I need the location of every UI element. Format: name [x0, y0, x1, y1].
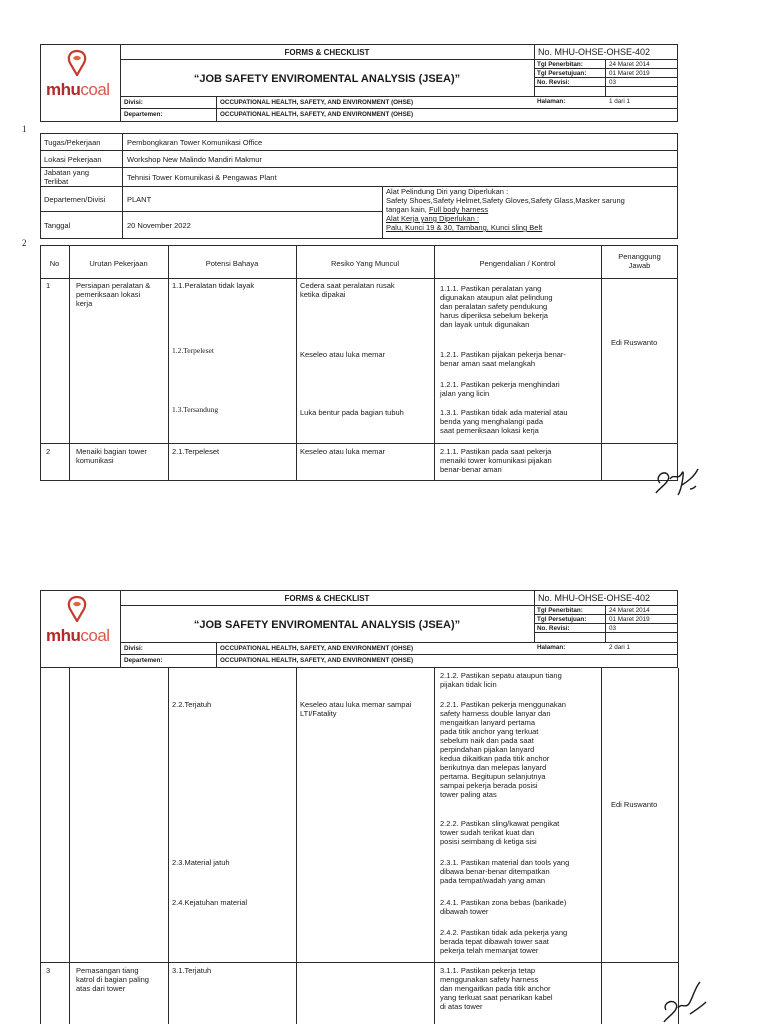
- apd-title: Alat Pelindung Diri yang Diperlukan :: [386, 187, 509, 196]
- divisi-value: OCCUPATIONAL HEALTH, SAFETY, AND ENVIRONMENT (OHSE): [220, 645, 414, 652]
- signature-page-2: [660, 980, 710, 1024]
- col-header-penanggung-jawab: Penanggung Jawab: [618, 252, 661, 270]
- row-3-no: 3: [46, 966, 51, 975]
- row-1-resiko-2: Keseleo atau luka memar: [300, 350, 386, 359]
- row-1-kontrol-1: 1.1.1. Pastikan peralatan yang digunakan ataupun alat pelindung dan peralatan safety pendukung harus diperiksa sebelum bekerja dan layak untuk digunakan: [440, 284, 553, 329]
- tgl-persetujuan-value: 01 Maret 2019: [609, 616, 650, 623]
- halaman-label: Halaman:: [537, 644, 566, 651]
- row-1-penanggung-jawab: Edi Ruswanto: [611, 338, 658, 347]
- form-type: FORMS & CHECKLIST: [284, 594, 370, 603]
- revisi-label: No. Revisi:: [537, 79, 570, 86]
- departemen-value: OCCUPATIONAL HEALTH, SAFETY, AND ENVIRONMENT (OHSE): [220, 657, 414, 664]
- col-header-resiko: Resiko Yang Muncul: [330, 259, 400, 268]
- row-2-potensi-1: 2.1.Terpeleset: [172, 447, 220, 456]
- doc-number: No. MHU-OHSE-OHSE-402: [538, 47, 651, 57]
- signature-page-1: [652, 455, 702, 500]
- form-type: FORMS & CHECKLIST: [284, 48, 370, 57]
- kontrol-2-4-1: 2.4.1. Pastikan zona bebas (barikade) dibawah tower: [440, 898, 567, 916]
- row-2-kontrol-1: 2.1.1. Pastikan pada saat pekerja menaiki tower komunikasi pijakan benar-benar aman: [440, 447, 552, 474]
- row-3-potensi-1: 3.1.Terjatuh: [172, 966, 212, 975]
- potensi-2-3: 2.3.Material jatuh: [172, 858, 230, 867]
- logo-wordmark: mhucoal: [46, 80, 110, 99]
- form-title: “JOB SAFETY ENVIROMENTAL ANALYSIS (JSEA)”: [193, 619, 461, 631]
- row-1-potensi-1: 1.1.Peralatan tidak layak: [172, 281, 255, 290]
- penanggung-jawab-page-2: Edi Ruswanto: [611, 800, 658, 809]
- potensi-2-2: 2.2.Terjatuh: [172, 700, 212, 709]
- jabatan-label: Jabatan yang Terlibat: [44, 168, 90, 186]
- col-header-urutan: Urutan Pekerjaan: [89, 259, 148, 268]
- departemen-label: Departemen:: [124, 657, 163, 664]
- tgl-penerbitan-label: Tgl Penerbitan:: [537, 607, 583, 614]
- departemen-divisi-label: Departemen/Divisi: [44, 195, 106, 204]
- kontrol-2-2-1: 2.2.1. Pastikan pekerja menggunakan safety harness double lanyar dan mengaitkan lanyard pertama pada titik anchor yang terkuat sebelum naik dan pada saat perpindahan pijakan lanyard kedua dikaitkan pada titik anchor berikutnya dan melepas lanyard pertama. Begitupun selanjutnya sampai pekerja berada posisi tower paling atas: [440, 700, 566, 799]
- kontrol-2-1-2: 2.1.2. Pastikan sepatu ataupun tiang pijakan tidak licin: [440, 671, 562, 689]
- halaman-value: 1 dari 1: [609, 98, 631, 105]
- row-1-potensi-3: 1.3.Tersandung: [172, 405, 219, 414]
- tugas-value: Pembongkaran Tower Komunikasi Office: [127, 138, 263, 147]
- row-2-no: 2: [46, 447, 51, 456]
- revisi-value: 03: [609, 625, 617, 632]
- alat-kerja-value: Palu, Kunci 19 & 30, Tambang, Kunci sling Belt: [386, 223, 543, 232]
- departemen-divisi-value: PLANT: [127, 195, 152, 204]
- row-1-resiko-3: Luka bentur pada bagian tubuh: [300, 408, 404, 417]
- tgl-persetujuan-label: Tgl Persetujuan:: [537, 70, 587, 77]
- logo-wordmark: mhucoal: [46, 626, 110, 645]
- divisi-value: OCCUPATIONAL HEALTH, SAFETY, AND ENVIRONMENT (OHSE): [220, 99, 414, 106]
- page-mark-1: 1: [22, 124, 27, 134]
- apd-value-cont: tangan kain, Full body harness: [386, 205, 489, 214]
- apd-value: Safety Shoes,Safety Helmet,Safety Gloves,Safety Glass,Masker sarung: [386, 196, 625, 205]
- kontrol-2-3-1: 2.3.1. Pastikan material dan tools yang dibawa benar-benar ditempatkan pada tempat/wadah yang aman: [440, 858, 570, 885]
- row-1-urutan: Persiapan peralatan & pemeriksaan lokasi kerja: [76, 281, 151, 308]
- mhucoal-logo-icon: [66, 596, 88, 622]
- lokasi-label: Lokasi Pekerjaan: [44, 155, 102, 164]
- departemen-value: OCCUPATIONAL HEALTH, SAFETY, AND ENVIRONMENT (OHSE): [220, 111, 414, 118]
- row-2-resiko-1: Keseleo atau luka memar: [300, 447, 386, 456]
- tgl-penerbitan-value: 24 Maret 2014: [609, 607, 650, 614]
- row-3-kontrol-1: 3.1.1. Pastikan pekerja tetap menggunakan safety harness dan mengaitkan pada titik anchor yang terkuat saat penarikan kabel di atas tower: [440, 966, 553, 1011]
- halaman-value: 2 dari 1: [609, 644, 631, 651]
- divisi-label: Divisi:: [124, 99, 143, 106]
- page-mark-2: 2: [22, 238, 27, 248]
- revisi-label: No. Revisi:: [537, 625, 570, 632]
- departemen-label: Departemen:: [124, 111, 163, 118]
- kontrol-2-2-2: 2.2.2. Pastikan sling/kawat pengikat tower sudah terikat kuat dan posisi seimbang di ketiga sisi: [440, 819, 560, 846]
- tugas-label: Tugas/Pekerjaan: [44, 138, 101, 147]
- halaman-label: Halaman:: [537, 98, 566, 105]
- tgl-penerbitan-label: Tgl Penerbitan:: [537, 61, 583, 68]
- jabatan-value: Tehnisi Tower Komunikasi & Pengawas Plant: [127, 173, 277, 182]
- row-1-potensi-2: 1.2.Terpeleset: [172, 346, 214, 355]
- row-3-urutan: Pemasangan tiang katrol di bagian paling atas dari tower: [76, 966, 149, 993]
- kontrol-2-4-2: 2.4.2. Pastikan tidak ada pekerja yang berada tepat dibawah tower saat pekerja telah memanjat tower: [440, 928, 568, 955]
- form-title: “JOB SAFETY ENVIROMENTAL ANALYSIS (JSEA)”: [193, 73, 461, 85]
- alat-kerja-title: Alat Kerja yang Diperlukan :: [386, 214, 479, 223]
- row-1-no: 1: [46, 281, 51, 290]
- col-header-pengendalian: Pengendalian / Kontrol: [479, 259, 556, 268]
- tgl-persetujuan-value: 01 Maret 2019: [609, 70, 650, 77]
- tanggal-label: Tanggal: [44, 221, 71, 230]
- row-2-urutan: Menaiki bagian tower komunikasi: [76, 447, 147, 465]
- tgl-persetujuan-label: Tgl Persetujuan:: [537, 616, 587, 623]
- row-1-kontrol-2: 1.2.1. Pastikan pijakan pekerja benar- benar aman saat melangkah: [440, 350, 566, 368]
- row-1-resiko-1: Cedera saat peralatan rusak ketika dipakai: [300, 281, 395, 299]
- mhucoal-logo-icon: [66, 50, 88, 76]
- col-header-no: No: [49, 259, 60, 268]
- revisi-value: 03: [609, 79, 617, 86]
- potensi-2-4: 2.4.Kejatuhan material: [172, 898, 248, 907]
- col-header-potensi: Potensi Bahaya: [205, 259, 259, 268]
- tanggal-value: 20 November 2022: [127, 221, 191, 230]
- row-1-kontrol-3: 1.2.1. Pastikan pekerja menghindari jalan yang licin: [440, 380, 560, 398]
- tgl-penerbitan-value: 24 Maret 2014: [609, 61, 650, 68]
- doc-number: No. MHU-OHSE-OHSE-402: [538, 593, 651, 603]
- row-1-kontrol-4: 1.3.1. Pastikan tidak ada material atau benda yang menghalangi pada saat pemeriksaan lokasi kerja: [440, 408, 568, 435]
- lokasi-value: Workshop New Malindo Mandiri Makmur: [127, 155, 262, 164]
- resiko-2-2: Keseleo atau luka memar sampai LTI/Fatality: [300, 700, 412, 718]
- divisi-label: Divisi:: [124, 645, 143, 652]
